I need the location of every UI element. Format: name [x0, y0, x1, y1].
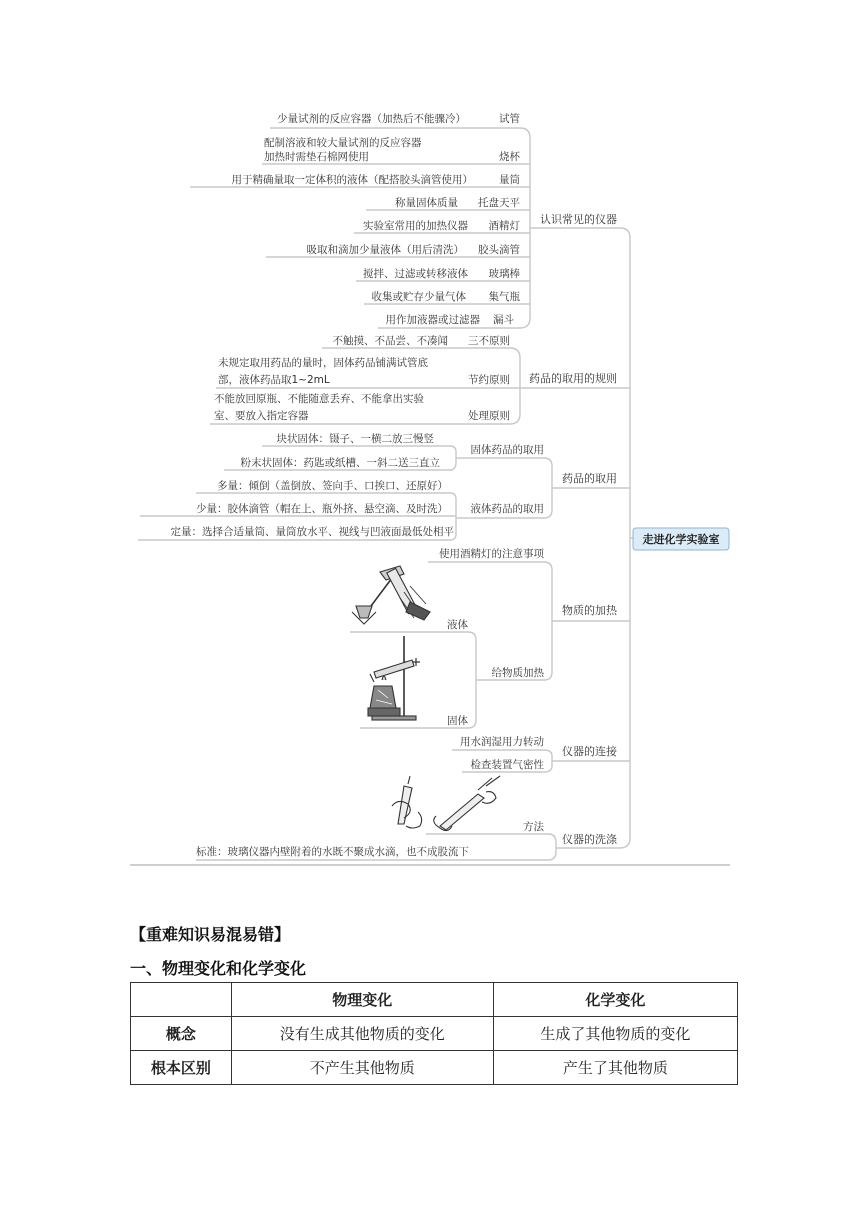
wash-method-label: 方法: [523, 821, 544, 833]
instrument-name: 胶头滴管: [478, 244, 520, 256]
taking-solid-item: 粉末状固体：药匙或纸槽、一斜二送三直立: [240, 457, 440, 469]
table-cell: 生成了其他物质的变化: [493, 1017, 737, 1051]
rule-desc: 不触摸、不品尝、不凑闻: [332, 335, 448, 347]
category-heating: 物质的加热: [562, 604, 617, 617]
table-header-cell: 化学变化: [493, 983, 737, 1017]
table-row: [131, 1051, 738, 1085]
instrument-desc: 实验室常用的加热仪器: [363, 220, 468, 232]
connect-item: 用水润湿用力转动: [460, 736, 544, 748]
instrument-desc-line2: 加热时需垫石棉网使用: [264, 151, 369, 163]
table-cell: 不产生其他物质: [231, 1051, 493, 1085]
instrument-desc: 用于精确量取一定体积的液体（配搭胶头滴管使用）: [231, 174, 473, 186]
rule-desc: 不能放回原瓶、不能随意丢弃、不能拿出实验: [214, 393, 424, 405]
taking-liquid-item: 少量：胶体滴管（帽在上、瓶外挤、悬空滴、及时洗）: [196, 503, 448, 515]
instrument-desc: 称量固体质量: [395, 197, 458, 209]
heating-solid-label: 固体: [447, 715, 468, 727]
rule-name: 处理原则: [468, 410, 510, 422]
wash-standard: 标准：玻璃仪器内壁附着的水既不聚成水滴，也不成股流下: [196, 846, 469, 858]
instrument-desc: 用作加液器或过滤器: [385, 314, 480, 326]
instrument-desc: 收集或贮存少量气体: [371, 291, 466, 303]
mindmap-lines: [138, 128, 634, 860]
table-header-cell: 物理变化: [231, 983, 493, 1017]
taking-list: [171, 432, 545, 538]
section-subheading: 一、物理变化和化学变化: [130, 959, 307, 978]
table-row-label: 概念: [131, 1017, 232, 1051]
instrument-desc: 配制溶液和较大量试剂的反应容器: [264, 137, 422, 149]
rule-desc-line2: 部，液体药品取1~2mL: [218, 374, 330, 386]
rule-desc-line2: 室、要放入指定容器: [214, 410, 309, 422]
rule-name: 节约原则: [468, 374, 510, 386]
instrument-name: 玻璃棒: [488, 268, 520, 280]
comparison-table: [130, 982, 738, 1085]
liquid-heating-illustration: [352, 566, 430, 624]
solid-heating-illustration: [368, 636, 420, 720]
category-connect: 仪器的连接: [562, 745, 617, 758]
instrument-name: 烧杯: [499, 151, 520, 163]
instrument-list: [232, 112, 521, 326]
table-header-cell: [131, 983, 232, 1017]
rule-list: [214, 334, 510, 422]
section-heading: 【重难知识易混易错】: [130, 925, 291, 944]
connect-item: 检查装置气密性: [470, 759, 544, 771]
heating-liquid-label: 液体: [447, 619, 468, 631]
category-wash: 仪器的洗涤: [562, 833, 617, 846]
instrument-desc: 吸取和滴加少量液体（用后清洗）: [306, 244, 464, 256]
instrument-name: 集气瓶: [488, 291, 520, 303]
mindmap-root: 走进化学实验室: [642, 533, 720, 546]
washing-illustration: [392, 776, 500, 831]
taking-liquid-item: 定量：选择合适量筒、量筒放水平、视线与凹液面最低处相平: [170, 526, 454, 538]
rule-name: 三不原则: [468, 335, 510, 347]
instrument-desc: 搅拌、过滤或转移液体: [363, 268, 468, 280]
table-cell: 产生了其他物质: [493, 1051, 737, 1085]
instrument-name: 托盘天平: [478, 197, 520, 209]
category-instruments: 认识常见的仪器: [540, 213, 617, 226]
heating-give-label: 给物质加热: [491, 667, 544, 679]
instrument-desc: 少量试剂的反应容器（加热后不能骤冷）: [277, 113, 466, 125]
wash-list: [196, 776, 544, 858]
horizontal-rule: [130, 864, 730, 866]
category-rules: 药品的取用的规则: [529, 372, 617, 385]
taking-liquid-label: 液体药品的取用: [470, 503, 544, 515]
table-header-row: [131, 983, 738, 1017]
instrument-name: 试管: [499, 113, 520, 125]
instrument-name: 酒精灯: [488, 220, 520, 232]
heating-list: [352, 547, 544, 727]
heating-lamp-label: 使用酒精灯的注意事项: [439, 548, 544, 560]
table-row: [131, 1017, 738, 1051]
instrument-name: 漏斗: [493, 314, 514, 326]
table-cell: 没有生成其他物质的变化: [231, 1017, 493, 1051]
rule-desc: 未规定取用药品的量时，固体药品铺满试管底: [218, 357, 428, 369]
table-row-label: 根本区别: [131, 1051, 232, 1085]
taking-solid-item: 块状固体：镊子、一横二放三慢竖: [276, 433, 434, 445]
instrument-name: 量筒: [499, 174, 520, 186]
category-taking: 药品的取用: [562, 472, 617, 485]
connect-list: [460, 735, 544, 771]
taking-liquid-item: 多量：倾倒（盖倒放、签向手、口挨口、还原好）: [217, 480, 448, 492]
taking-solid-label: 固体药品的取用: [470, 444, 544, 456]
